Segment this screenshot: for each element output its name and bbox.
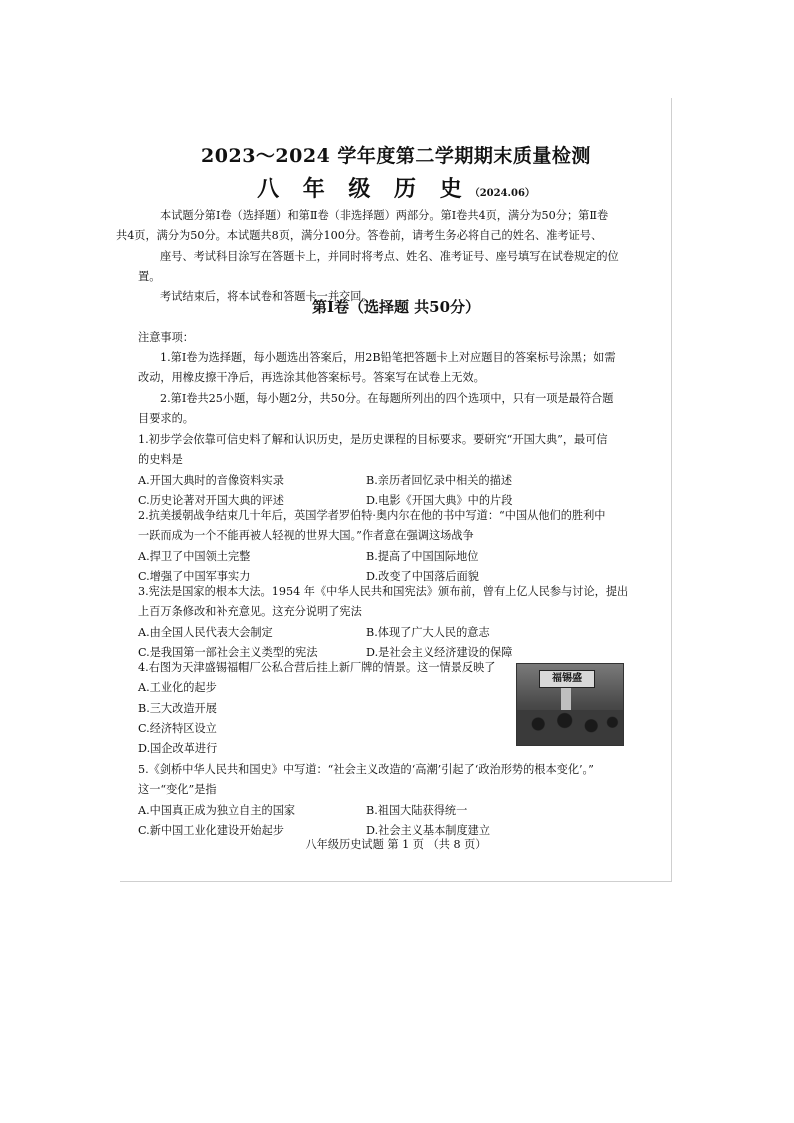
option-c: C.增强了中国军事实力: [138, 569, 251, 583]
option-a: A.工业化的起步: [138, 681, 217, 695]
exam-date: （2024.06）: [469, 188, 535, 199]
factory-sign-text: 福锡盛: [552, 673, 582, 684]
option-d: D.电影《开国大典》中的片段: [366, 493, 513, 507]
option-row: [138, 471, 638, 491]
option-c: C.是我国第一部社会主义类型的宪法: [138, 645, 318, 659]
intro-line: 考试结束后，将本试卷和答题卡一并交回。: [160, 290, 373, 304]
question-stem: 1.初步学会依靠可信史料了解和认识历史，是历史课程的目标要求。要研究“开国大典”，最可信: [138, 433, 608, 446]
option-a: A.开国大典时的音像资料实录: [138, 473, 284, 487]
option-d: D.是社会主义经济建设的保障: [366, 645, 513, 659]
option-d: D.改变了中国落后面貌: [366, 569, 479, 583]
intro-line: 本试题分第Ⅰ卷（选择题）和第Ⅱ卷（非选择题）两部分。第Ⅰ卷共4页，满分为50分；第Ⅱ卷: [160, 209, 609, 222]
option-a: A.中国真正成为独立自主的国家: [138, 803, 296, 817]
intro-line: 座号、考试科目涂写在答题卡上，并同时将考点、姓名、准考证号、座号填写在试卷规定的位置。: [138, 249, 619, 283]
option-row: [138, 623, 638, 643]
option-b: B.三大改造开展: [138, 701, 217, 715]
option-a: A.由全国人民代表大会制定: [138, 625, 273, 639]
note-line: 目要求的。: [138, 411, 194, 425]
option-row: [138, 801, 638, 821]
notes-list: [138, 348, 638, 429]
factory-sign: [539, 670, 595, 688]
section-title: 第Ⅰ卷（选择题 共50分）: [311, 298, 481, 316]
exam-subject: [120, 172, 672, 203]
option-b: B.体现了广大人民的意志: [366, 625, 490, 639]
option-c: C.新中国工业化建设开始起步: [138, 823, 284, 837]
question-2: [138, 506, 638, 587]
option-row: [138, 547, 638, 567]
question-stem: 4.右图为天津盛锡福帽厂公私合营后挂上新厂牌的情景。这一情景反映了: [138, 661, 496, 674]
question-stem: 3.宪法是国家的根本大法。1954 年《中华人民共和国宪法》颁布前，曾有上亿人民参与讨论，提出: [138, 585, 629, 598]
page-footer: 八年级历史试题 第 1 页 （共 8 页）: [305, 838, 487, 851]
note-line: 2.第Ⅰ卷共25小题，每小题2分，共50分。在每题所列出的四个选项中，只有一项是最符合题: [160, 391, 614, 405]
question-stem: 一跃而成为一个不能再被人轻视的世界大国。”作者意在强调这场战争: [138, 529, 474, 543]
option-c: C.经济特区设立: [138, 721, 217, 735]
option-c: C.历史论著对开国大典的评述: [138, 493, 284, 507]
note-item: [138, 348, 638, 389]
option-b: B.亲历者回忆录中相关的描述: [366, 473, 513, 487]
option-d: D.社会主义基本制度建立: [366, 823, 491, 837]
option-a: A.捍卫了中国领土完整: [138, 549, 251, 563]
notes-heading: 注意事项：: [138, 331, 194, 344]
question-stem: 5.《剑桥中华人民共和国史》中写道：“社会主义改造的‘高潮’引起了‘政治形势的根本变化’。”: [138, 763, 594, 776]
exam-title: 2023～2024 学年度第二学期期末质量检测: [201, 145, 591, 167]
option-b: B.提高了中国国际地位: [366, 549, 479, 563]
question-1: [138, 430, 638, 511]
question-3: [138, 582, 638, 663]
question-stem: 2.抗美援朝战争结束几十年后，英国学者罗伯特·奥内尔在他的书中写道：“中国从他们的胜利中: [138, 509, 606, 522]
factory-sign-photo: [516, 663, 624, 746]
subject-name: 八 年 级 历 史: [257, 176, 470, 202]
question-5: [138, 760, 638, 841]
question-stem: 这一“变化”是指: [138, 783, 217, 797]
question-stem: 上百万条修改和补充意见。这充分说明了宪法: [138, 605, 362, 619]
option-d: D.国企改革进行: [138, 742, 218, 756]
question-stem: 的史料是: [138, 453, 183, 467]
photo-crowd: [517, 710, 623, 745]
note-line: 1.第Ⅰ卷为选择题，每小题选出答案后，用2B铅笔把答题卡上对应题目的答案标号涂黑；如需: [160, 351, 616, 364]
option-b: B.祖国大陆获得统一: [366, 803, 468, 817]
intro-line: 共4页，满分为50分。本试题共8页，满分100分。答卷前，请考生务必将自己的姓名、准考证号、: [116, 229, 603, 243]
note-item: [138, 389, 638, 430]
note-line: 改动，用橡皮擦干净后，再选涂其他答案标号。答案写在试卷上无效。: [138, 371, 485, 385]
exam-instructions: [116, 206, 638, 307]
